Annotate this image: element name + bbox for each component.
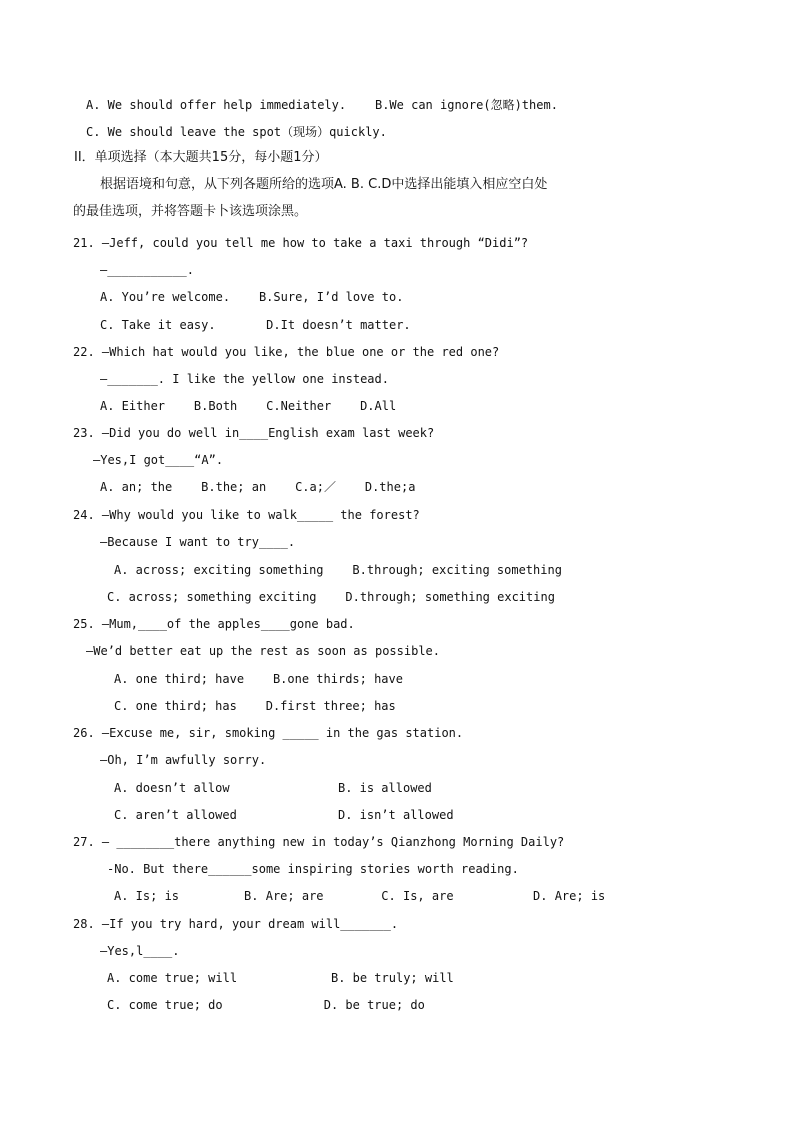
intro-option-line: A. We should offer help immediately. B.We can ignore(忽略)them. [86,98,558,112]
question-stem: 28. —If you try hard, your dream will_______. [73,917,399,931]
intro-option-line: C. We should leave the spot（现场）quickly. [86,125,387,139]
question-options: A. come true; will B. be truly; will [107,971,454,985]
question-options: C. one third; has D.first three; has [114,699,396,713]
question-options: A. one third; have B.one thirds; have [114,672,403,686]
question-options: A. Is; is B. Are; are C. Is, are D. Are; is [114,889,606,903]
question-response: -No. But there______some inspiring stories worth reading. [107,862,519,876]
question-options: A. Either B.Both C.Neither D.All [100,399,397,413]
question-options: A. doesn’t allow B. is allowed [114,781,432,795]
question-response: —Yes,I got____“A”. [93,453,224,467]
question-options: C. come true; do D. be true; do [107,998,425,1012]
question-options: C. aren’t allowed D. isn’t allowed [114,808,454,822]
question-stem: 23. —Did you do well in____English exam last week? [73,426,435,440]
question-stem: 21. —Jeff, could you tell me how to take a taxi through “Didi”? [73,236,529,250]
question-options: A. an; the B.the; an C.a;／ D.the;a [100,480,416,494]
question-options: A. You’re welcome. B.Sure, I’d love to. [100,290,404,304]
question-stem: 26. —Excuse me, sir, smoking _____ in the gas station. [73,726,464,740]
section-heading: II．单项选择（本大题共15分，每小题1分） [74,150,328,165]
question-response: —___________. [100,263,194,277]
question-response: —Oh, I’m awfully sorry. [100,753,267,767]
question-response: —Because I want to try____. [100,535,296,549]
question-stem: 27. — ________there anything new in today’s Qianzhong Morning Daily? [73,835,565,849]
question-stem: 22. —Which hat would you like, the blue one or the red one? [73,345,500,359]
question-options: A. across; exciting something B.through; exciting something [114,563,562,577]
question-options: C. across; something exciting D.through; something exciting [107,590,555,604]
question-options: C. Take it easy. D.It doesn’t matter. [100,318,411,332]
question-response: —Yes,l____. [100,944,180,958]
section-instruction: 的最佳选项，并将答题卡卜该选项涂黑。 [73,204,308,219]
question-stem: 25. —Mum,____of the apples____gone bad. [73,617,355,631]
question-response: —_______. I like the yellow one instead. [100,372,389,386]
section-instruction: 根据语境和句意，从下列各题所给的选项A. B. C.D中选择出能填入相应空白处 [100,177,548,192]
question-stem: 24. —Why would you like to walk_____ the forest? [73,508,420,522]
question-response: —We’d better eat up the rest as soon as possible. [86,644,441,658]
